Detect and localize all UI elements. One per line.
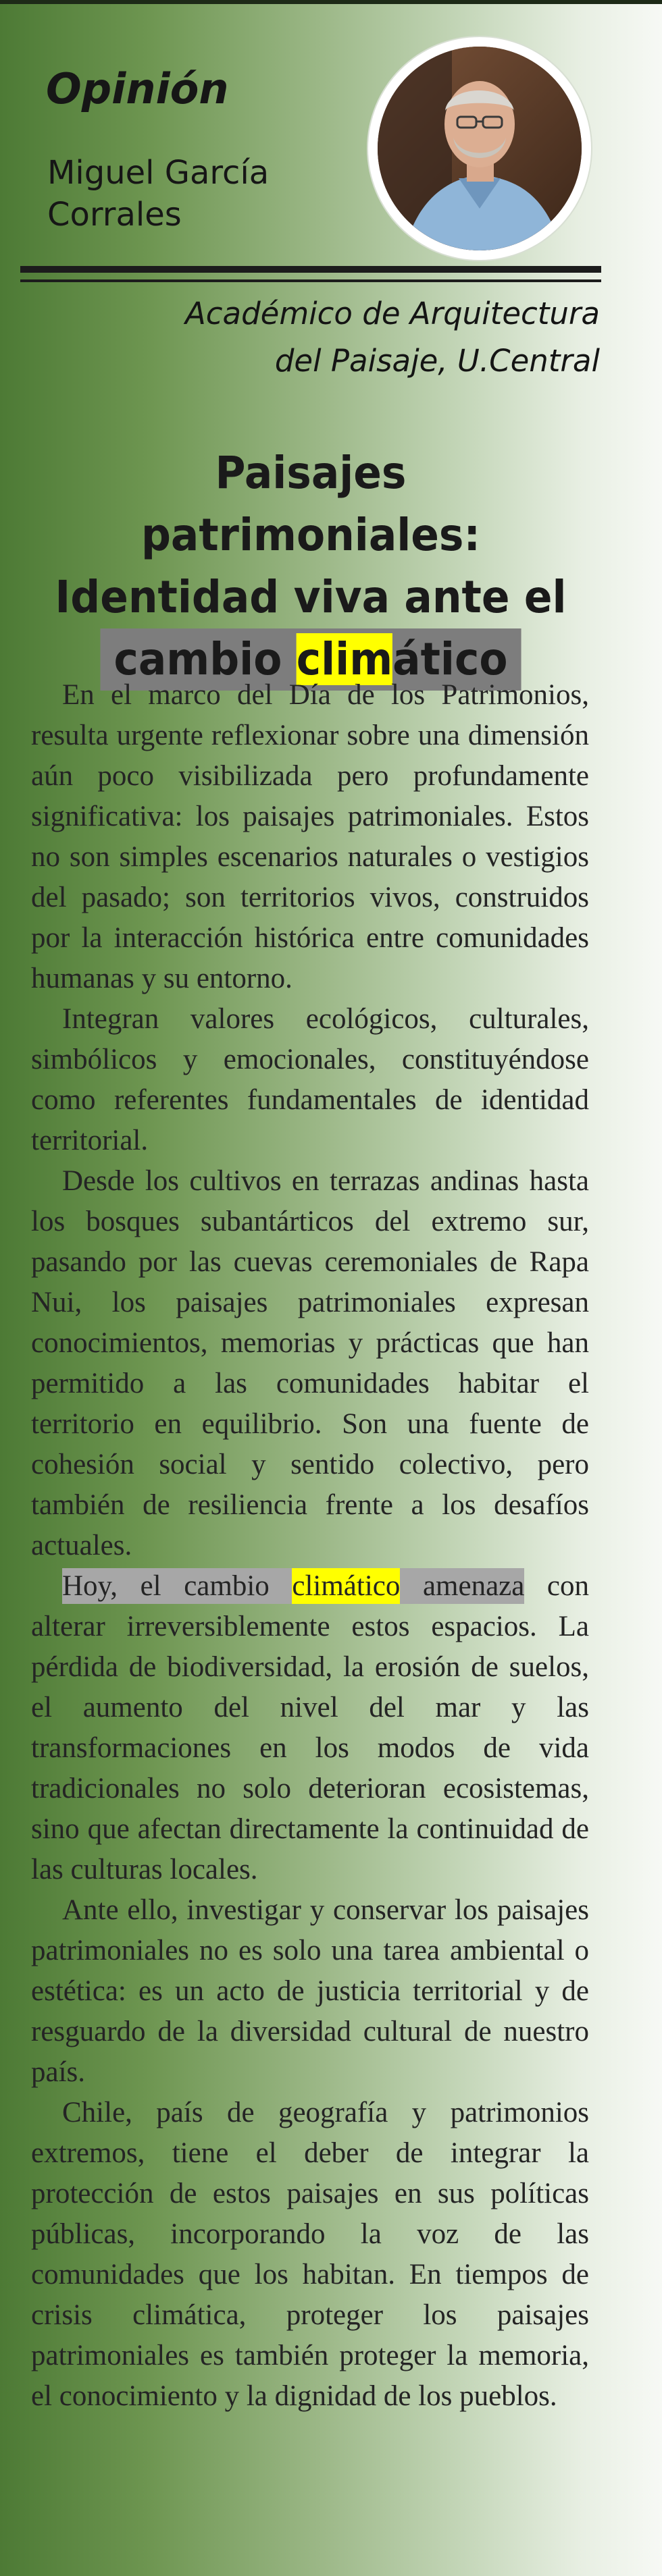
- headline-word-before: cambio: [113, 633, 297, 685]
- article-headline: [47, 442, 574, 691]
- paragraph-6: Chile, país de geografía y patrimonios extremos, tiene el deber de integrar la protección de estos paisajes en sus políticas públicas, incorporando la voz de las comunidades que los habitan. En tiempos de crisis climática, proteger los paisajes patrimoniales es también proteger la memoria, el conocimiento y la dignidad de los pueblos.: [31, 2097, 589, 2412]
- author-photo-frame: [368, 37, 591, 260]
- article-body: [31, 675, 589, 2417]
- paragraph-2: Integran valores ecológicos, culturales, simbólicos y emocionales, constituyéndose como referentes fundamentales de identidad territorial.: [31, 1003, 589, 1156]
- author-photo: [378, 47, 582, 250]
- top-border: [0, 0, 662, 4]
- author-name: Miguel García Corrales: [47, 154, 270, 234]
- paragraph-4: [31, 1566, 589, 1890]
- credential-line-1: Académico de Arquitectura: [184, 296, 600, 331]
- header-rule-thin: [20, 279, 601, 282]
- highlight-grey-b: amenaza: [400, 1568, 524, 1604]
- header-rule-thick: [20, 266, 601, 273]
- paragraph-5: Ante ello, investigar y conservar los paisajes patrimoniales no es solo una tarea ambiental o estética: es un acto de justicia territorial y de resguardo de la diversidad cultural de nuestro país.: [31, 1894, 589, 2088]
- highlight-yellow-word: climático: [292, 1568, 400, 1604]
- author-portrait-image: [378, 47, 582, 250]
- highlight-grey-a: Hoy, el cambio: [62, 1568, 292, 1604]
- headline-line-1: Paisajes patrimoniales:: [141, 447, 481, 561]
- author-credential: [127, 290, 600, 385]
- headline-yellow-highlight: clim: [296, 633, 393, 685]
- paragraph-1: En el marco del Día de los Patrimonios, resulta urgente reflexionar sobre una dimensión aún poco visibilizada pero profundamente significativa: los paisajes patrimoniales. Estos no son simples escenarios naturales o vestigios del pasado; son territorios vivos, construidos por la interacción histórica entre comunidades humanas y su entorno.: [31, 679, 589, 994]
- paragraph-3: Desde los cultivos en terrazas andinas hasta los bosques subantárticos del extremo sur, pasando por las cuevas ceremoniales de Rapa Nui, los paisajes patrimoniales expresan conocimientos, memorias y prácticas que han permitido a las comunidades habitar el territorio en equilibrio. Son una fuente de cohesión social y sentido colectivo, pero también de resiliencia frente a los desafíos actuales.: [31, 1165, 589, 1561]
- credential-line-2: del Paisaje, U.Central: [274, 343, 600, 379]
- paragraph-4-rest: con alterar irreversiblemente estos espacios. La pérdida de biodiversidad, la erosión de suelos, el aumento del nivel del mar y las transformaciones en los modos de vida tradicionales no solo deterioran ecosistemas, sino que afectan directamente la continuidad de las culturas locales.: [31, 1570, 590, 1885]
- headline-word-after: ático: [392, 633, 508, 685]
- headline-line-2: Identidad viva ante el: [55, 571, 567, 623]
- section-label: Opinión: [46, 64, 229, 113]
